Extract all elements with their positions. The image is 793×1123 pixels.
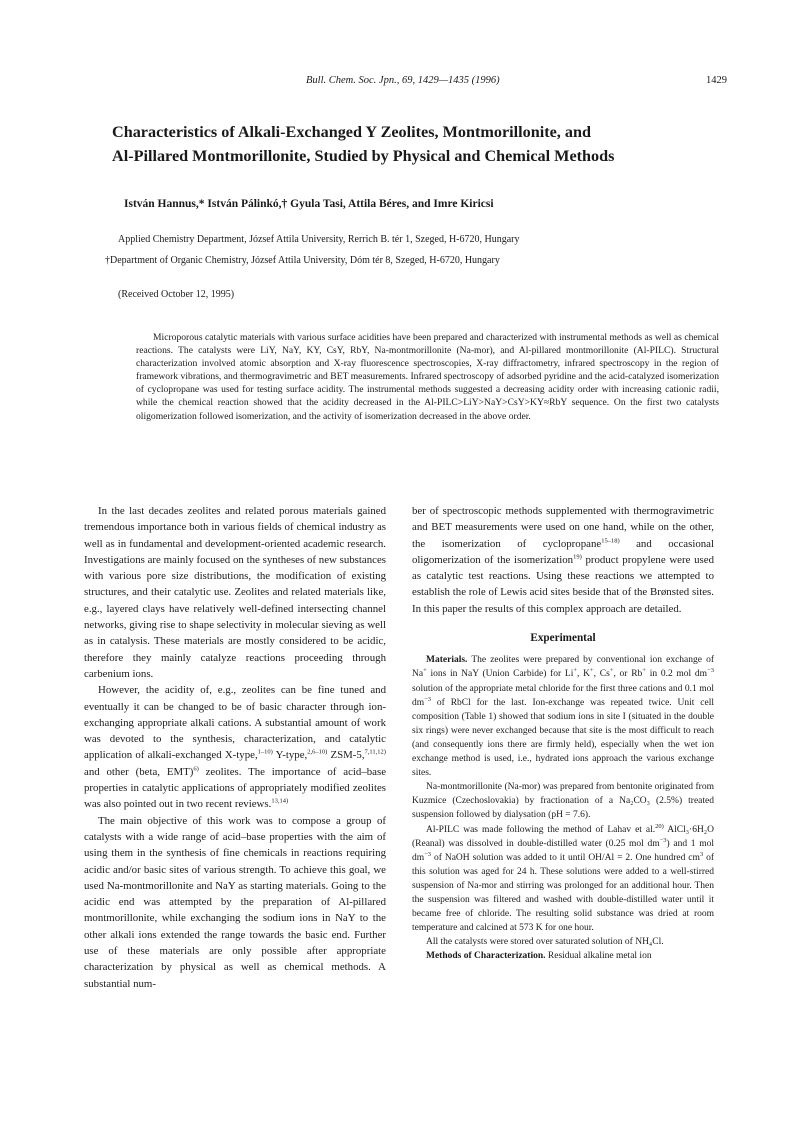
page-number: 1429 [706, 75, 727, 86]
intro-p2-text-b: Y-type, [272, 749, 308, 762]
intro-cont-text-b: and occasional oligomerization of the isomerization [412, 537, 715, 566]
superscript: −3 [424, 850, 432, 858]
superscript: + [423, 667, 427, 675]
materials-text: The zeolites were prepared by conventional ion exchange of Na [412, 655, 714, 680]
materials-paragraph [412, 653, 714, 780]
intro-p2-text-c: ZSM-5, [327, 749, 365, 762]
intro-paragraph-3: The main objective of this work was to compose a group of catalysts with a wide range of acid–base properties with the aim of using them in the synthesis of fine chemicals in reactions requiring acidic and/or basic sites of various strength. To achieve this goal, we used Na-montmorillonite and NaY as starting materials. Going to the acidic end was attempted by the preparation of Al-pillared montmorillonite, while exchanging the sodium ions in NaY to the other alkali ions extended the range towards the basic end. Further use of these materials are only possible after appropriate characterization by physical as well as chemical methods. A substantial num- [84, 814, 386, 990]
al-pilc-text: of NaOH solution was added to it until OH/Al = 2. One hundred cm [431, 852, 700, 863]
title-line-1: Characteristics of Alkali-Exchanged Y Zeolites, Montmorillonite, and [112, 123, 591, 141]
citation-ref: 19) [573, 553, 582, 561]
methods-runin-heading: Methods of Characterization. [426, 951, 546, 962]
na-mor-paragraph: Na-montmorillonite (Na-mor) was prepared from bentonite originated from Kuzmice (Czechoslovakia) by fractionation of a Na₂CO₃ (2.5%) treated suspension followed by dialysation (pH = 7.6). [412, 782, 714, 821]
intro-p2-text-d: and other (beta, EMT) [84, 765, 194, 778]
superscript: 3 [699, 850, 704, 858]
materials-text: solution of the appropriate metal chloride for the first three cations and 0.1 mol dm [412, 683, 714, 708]
citation-ref: 1–10) [257, 748, 273, 756]
materials-text: , K [577, 669, 590, 680]
superscript: + [609, 667, 614, 675]
author-list: István Hannus,* István Pálinkó,† Gyula Tasi, Attila Béres, and Imre Kiricsi [124, 198, 494, 210]
intro-cont-text-a: ber of spectroscopic methods supplemented with thermogravimetric and BET measurements were used on one hand, while on the other, the isomerization of cyclopropane [412, 505, 714, 550]
intro-p2-text-a: However, the acidity of, e.g., zeolites can be fine tuned and eventually it can be changed to be of basic character through ion-exchanging appropriate alkali cations. A substantial amount of work was devoted to the synthesis, characterization, and catalytic application of alkali-exchanged X-type, [84, 684, 386, 762]
title-line-2: Al-Pillared Montmorillonite, Studied by Physical and Chemical Methods [112, 147, 615, 165]
intro-paragraph-1: In the last decades zeolites and related porous materials gained tremendous importance both in various fields of chemical industry as well as in fundamental and development-oriented academic research. Investigations are mainly focused on the syntheses of new substances with various pore size distributions, the modification of existing structures, and their catalytic use. Zeolites and related materials like, e.g., layered clays have relatively well-defined intersecting channel networks, giving rise to shape selectivity in molecular sieving as well as in catalysis. These materials are mostly considered to be acidic, therefore they mainly catalyze reactions proceeding through carbenium ions. [84, 505, 386, 680]
superscript: −3 [707, 667, 714, 675]
section-heading-experimental: Experimental [530, 632, 596, 645]
superscript: −3 [659, 836, 667, 844]
storage-paragraph: All the catalysts were stored over saturated solution of NH₄Cl. [426, 937, 664, 948]
superscript: −3 [424, 695, 432, 703]
abstract [136, 331, 719, 423]
journal-citation: Bull. Chem. Soc. Jpn., 69, 1429—1435 (1996) [306, 75, 500, 86]
materials-text: , Cs [593, 669, 610, 680]
citation-ref: 2,6–10) [307, 748, 328, 756]
superscript: + [589, 667, 594, 675]
citation-ref: 6) [193, 765, 199, 773]
al-pilc-text: of this solution was aged for 24 h. These solutions were added to a well-stirred suspension of Na-mor and stirring was prolonged for an additional hour. Then the suspension was filtered and washed with double-distilled water until it became free of chloride. The resulting solid substance was dried at room temperature and calcined at 573 K for one hour. [412, 852, 715, 934]
abstract-text: Microporous catalytic materials with various surface acidities have been prepared and characterized with instrumental methods as well as chemical reactions. The catalysts were LiY, NaY, KY, CsY, RbY, Na-montmorillonite (Na-mor), and Al-pillared montmorillonite (Al-PILC). Structural characterization involved atomic absorption and X-ray fluorescence spectroscopies, X-ray diffractometry, infrared spectroscopy in the region of framework vibrations, and thermogravimetric and BET measurements. Infrared spectroscopy of adsorbed pyridine and the acid-catalyzed isomerization of cyclopropane was used for testing surface acidity. The instrumental methods suggested a decreasing acidity order with increasing cationic radii, while the chemical reaction showed that the acidity decreased in the Al-PILC>LiY>NaY>CsY>KY≈RbY sequence. On the first two catalysts oligomerization followed isomerization, and the activity of isomerization decreased in the above order. [136, 332, 719, 422]
affiliation-2: †Department of Organic Chemistry, József Attila University, Dóm tér 8, Szeged, H-6720, Hungary [105, 255, 500, 266]
methods-paragraph [412, 949, 714, 963]
al-pilc-paragraph [412, 823, 714, 936]
materials-text: , or Rb [613, 669, 643, 680]
citation-ref: 20) [655, 822, 664, 830]
citation-ref: 13,14) [271, 797, 289, 805]
methods-text: Residual alkaline metal ion [545, 951, 652, 962]
al-pilc-text: ) and 1 mol dm [412, 838, 714, 863]
superscript: + [573, 667, 577, 675]
materials-runin-heading: Materials. [426, 655, 468, 666]
citation-ref: 15–18) [601, 536, 620, 544]
materials-text: in 0.2 mol dm [645, 669, 708, 680]
intro-paragraph-continued [412, 503, 714, 617]
citation-ref: 7,11,12) [364, 748, 386, 756]
al-pilc-text: AlCl₃·6H₂O (Reanal) was dissolved in double-distilled water (0.25 mol dm [412, 824, 714, 849]
materials-text: of RbCl for the last. Ion-exchange was repeated twice. Unit cell composition (Table 1) showed that sodium ions in site I (situated in the double six rings) were never exchanged because that site is the most difficult to reach (and consequently ions there are firmly held), especially when the wet ion exchange method is used, i.e., hydrated ions approach the various exchange sites. [412, 697, 714, 779]
superscript: + [642, 667, 646, 675]
right-column [412, 503, 714, 963]
article-title [112, 120, 732, 168]
materials-text: ions in NaY (Union Carbide) for Li [426, 669, 574, 680]
received-date: (Received October 12, 1995) [118, 289, 235, 300]
al-pilc-text: Al-PILC was made following the method of Lahav et al. [426, 824, 656, 835]
intro-paragraph-2 [84, 682, 386, 812]
intro-p2-text-e: zeolites. The importance of acid–base properties in catalytic applications of appropriately modified zeolites was also pointed out in two recent reviews. [84, 765, 387, 811]
left-column [84, 503, 386, 992]
intro-cont-text-c: product propylene were used as catalytic test reactions. Using these reactions we attempted to establish the role of Lewis acid sites beside that of the Brønsted sites. In this paper the results of this complex approach are detailed. [412, 553, 714, 615]
affiliation-1: Applied Chemistry Department, József Attila University, Rerrich B. tér 1, Szeged, H-6720, Hungary [118, 234, 520, 245]
